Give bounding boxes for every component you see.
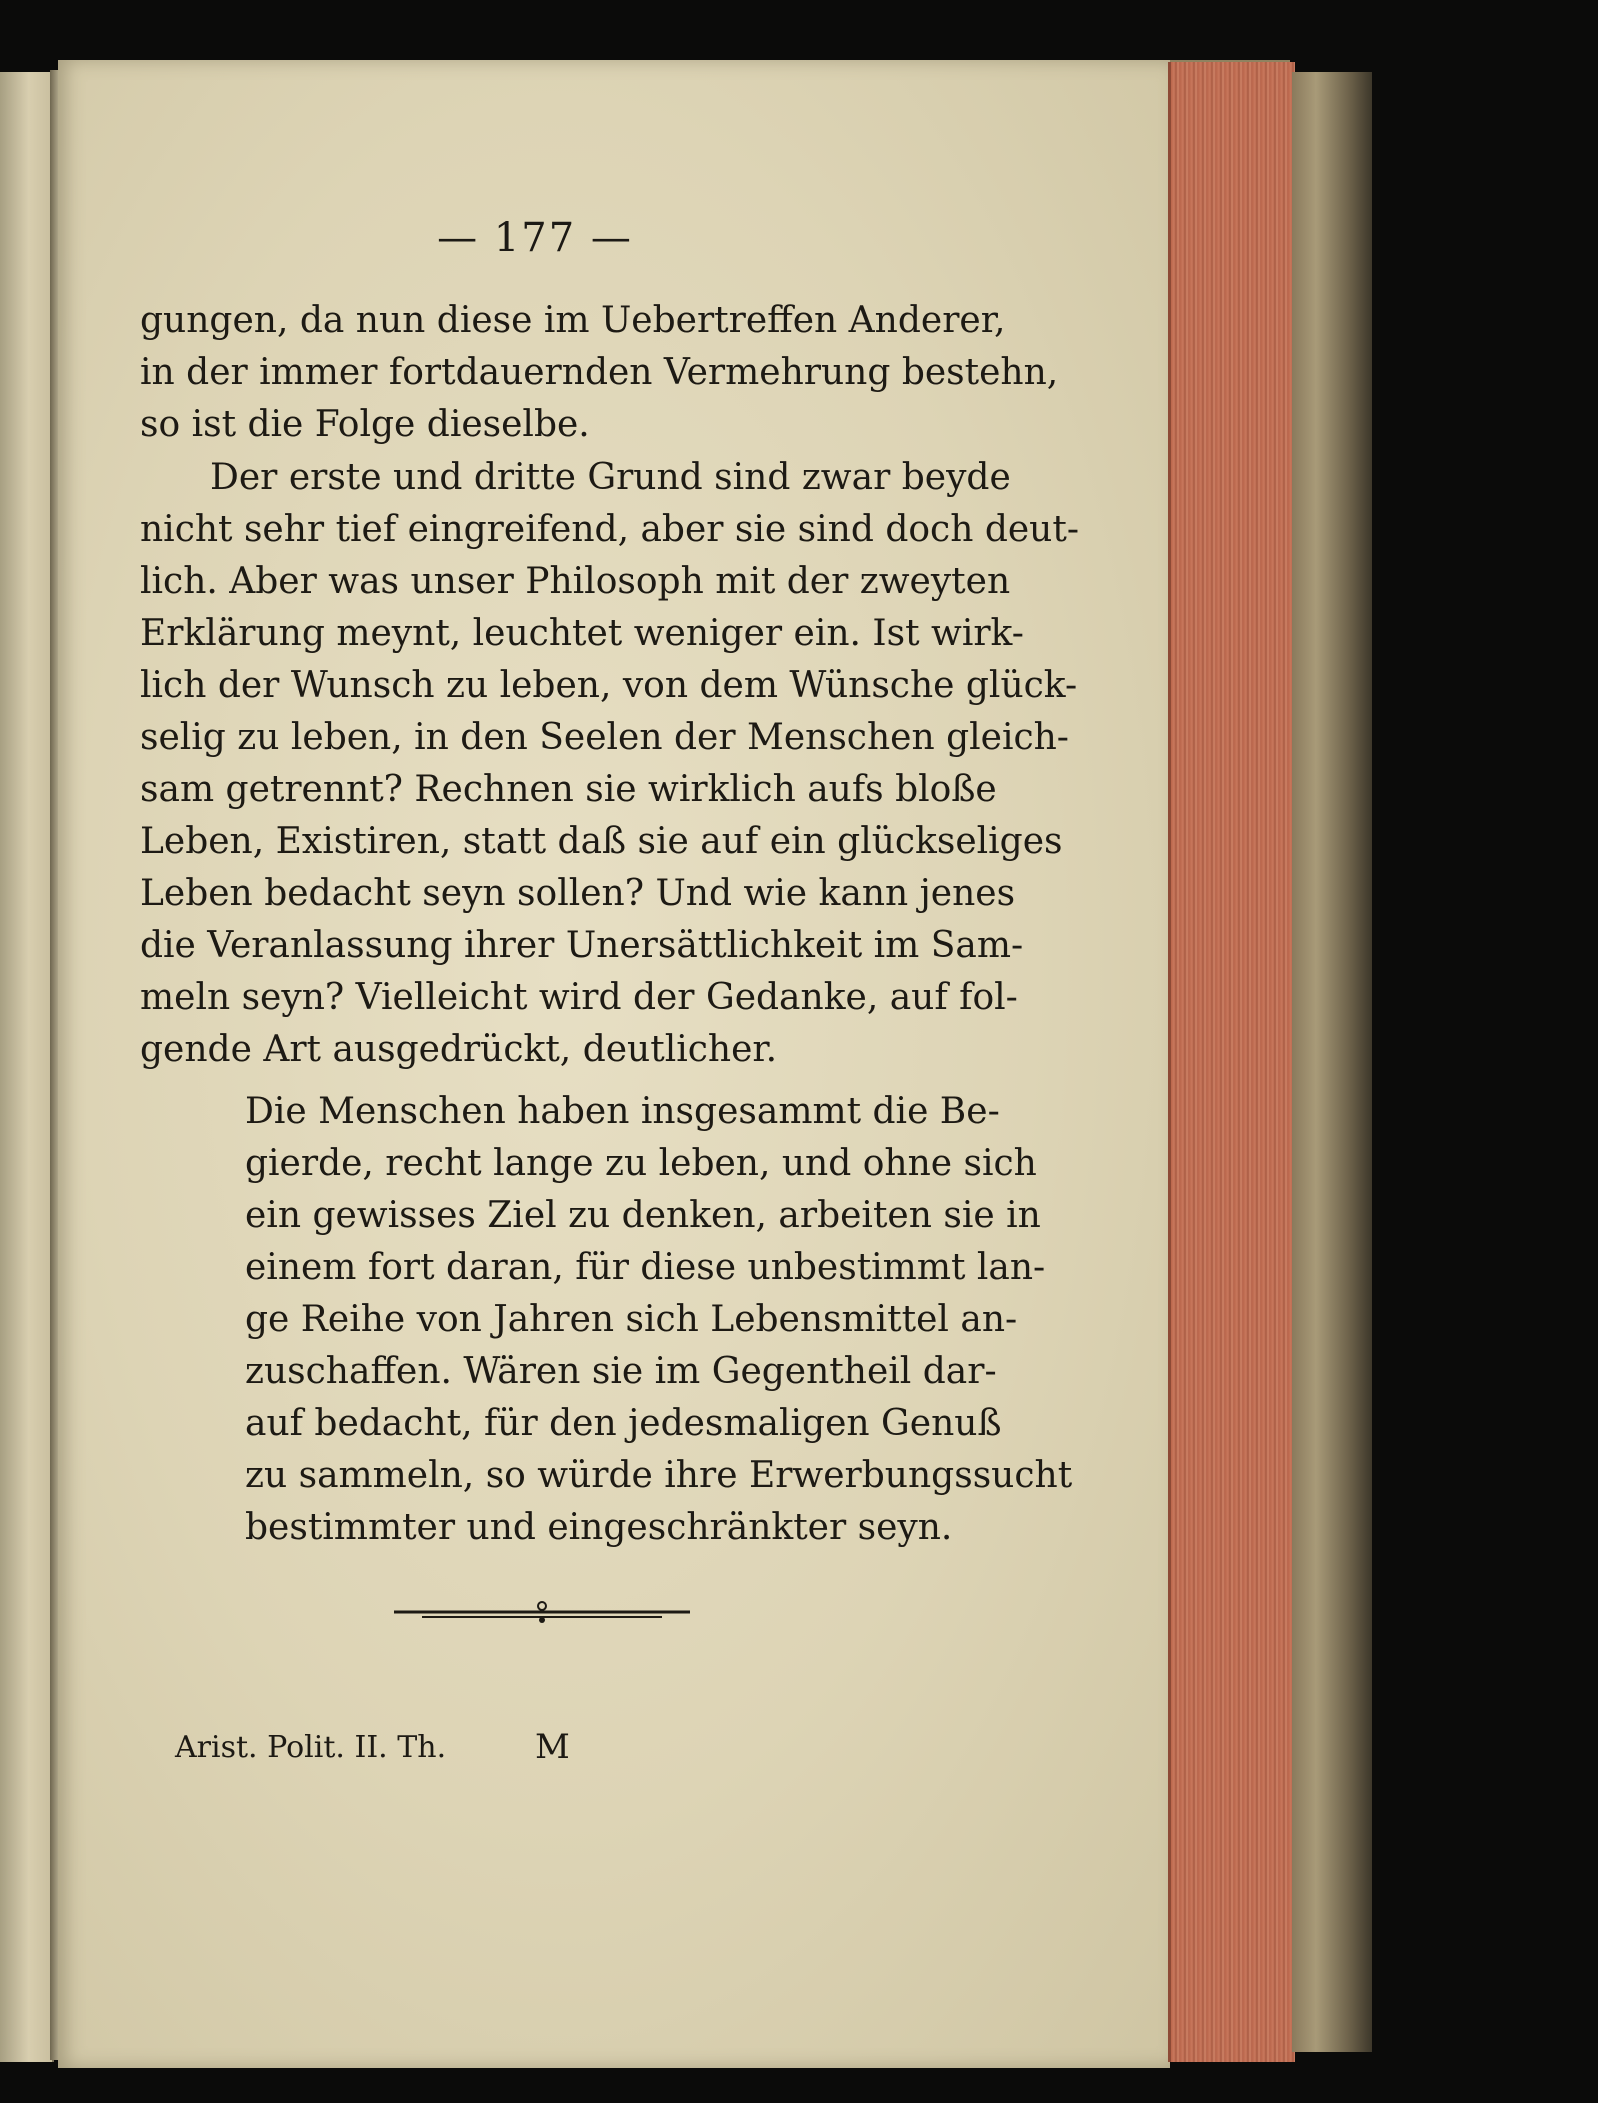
text-line: Leben, Existiren, statt daß sie auf ein glückseliges [140, 821, 1063, 862]
text-line: lich. Aber was unser Philosoph mit der zweyten [140, 561, 1011, 602]
text-line: selig zu leben, in den Seelen der Menschen gleich- [140, 717, 1069, 758]
text-line: ge Reihe von Jahren sich Lebensmittel an- [245, 1299, 1018, 1340]
printer-signature: Arist. Polit. II. Th. [175, 1730, 447, 1765]
text-line: gende Art ausgedrückt, deutlicher. [140, 1029, 778, 1070]
page-fore-edge [1168, 62, 1295, 2062]
text-line: auf bedacht, für den jedesmaligen Genuß [245, 1403, 1002, 1444]
text-line: bestimmter und eingeschränkter seyn. [245, 1507, 953, 1548]
text-line: Erklärung meynt, leuchtet weniger ein. Ist wirk- [140, 613, 1024, 654]
text-line: einem fort daran, für diese unbestimmt lan- [245, 1247, 1046, 1288]
signature-mark: M [535, 1727, 570, 1767]
text-line: Die Menschen haben insgesammt die Be- [245, 1091, 1000, 1132]
text-line: ein gewisses Ziel zu denken, arbeiten sie in [245, 1195, 1041, 1236]
text-line: so ist die Folge dieselbe. [140, 404, 590, 445]
text-line: Leben bedacht seyn sollen? Und wie kann jenes [140, 873, 1016, 914]
text-line: meln seyn? Vielleicht wird der Gedanke, auf fol- [140, 977, 1018, 1018]
text-line: gungen, da nun diese im Uebertreffen Anderer, [140, 300, 1006, 341]
text-line: lich der Wunsch zu leben, von dem Wünsche glück- [140, 665, 1078, 706]
text-line: gierde, recht lange zu leben, und ohne sich [245, 1143, 1037, 1184]
previous-page-edge [0, 72, 54, 2062]
book-cover-edge [1292, 72, 1372, 2052]
text-line: nicht sehr tief eingreifend, aber sie sind doch deut- [140, 509, 1079, 550]
text-line: in der immer fortdauernden Vermehrung bestehn, [140, 352, 1059, 393]
ornamental-rule-icon [392, 1598, 692, 1628]
text-line: Der erste und dritte Grund sind zwar beyde [210, 457, 1011, 498]
text-line: zuschaffen. Wären sie im Gegentheil dar- [245, 1351, 997, 1392]
text-line: sam getrennt? Rechnen sie wirklich aufs bloße [140, 769, 997, 810]
text-line: zu sammeln, so würde ihre Erwerbungssucht [245, 1455, 1073, 1496]
page-number: — 177 — [437, 215, 633, 261]
text-line: die Veranlassung ihrer Unersättlichkeit im Sam- [140, 925, 1024, 966]
